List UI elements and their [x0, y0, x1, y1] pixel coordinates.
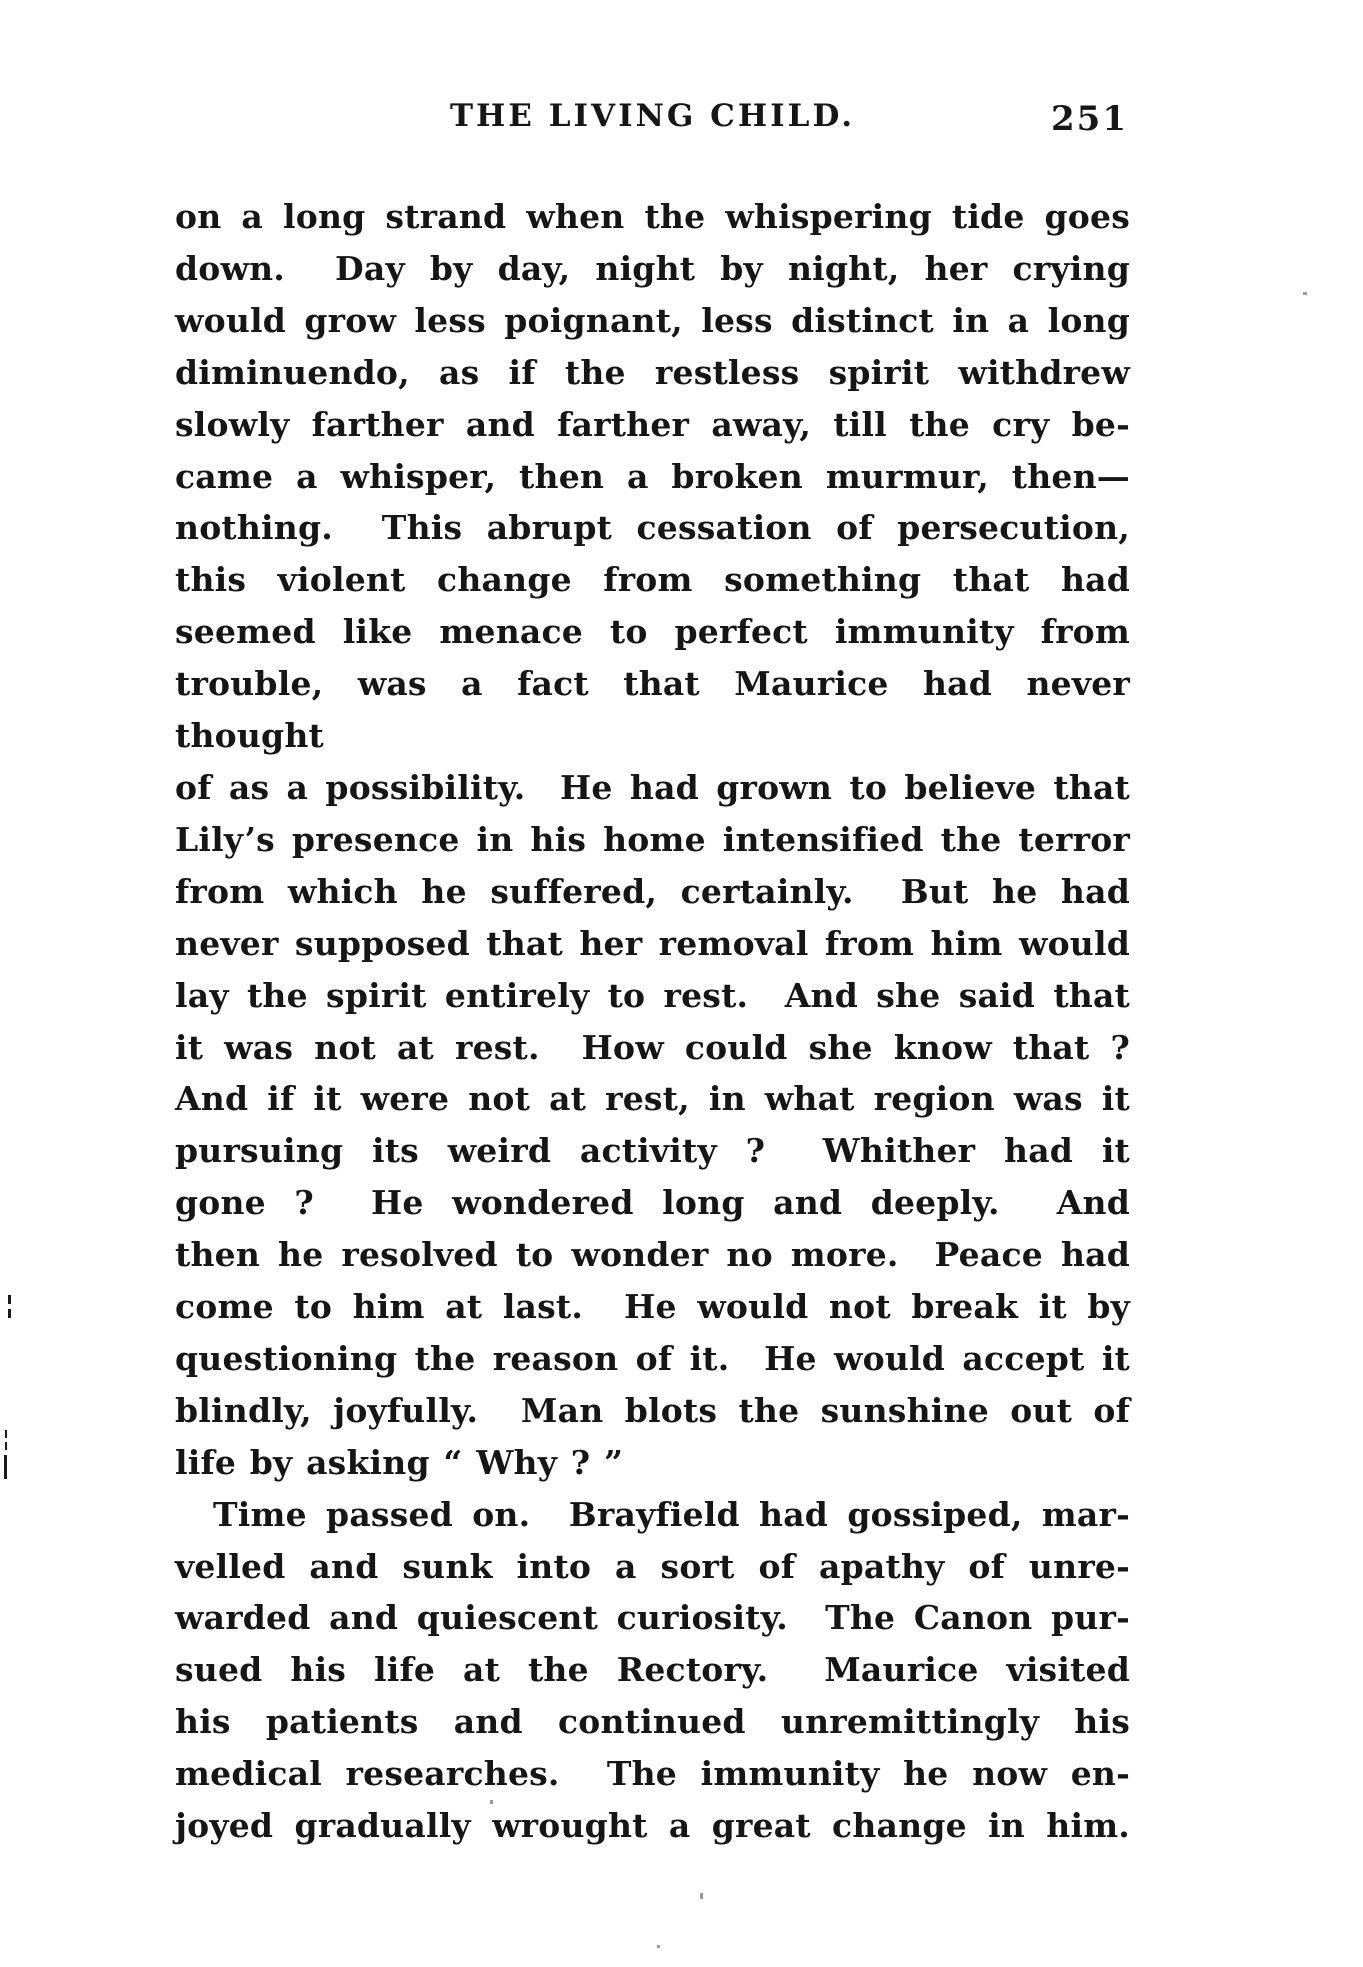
text-line: And if it were not at rest, in what region was it — [175, 1079, 1130, 1119]
text-line: joyed gradually wrought a great change in him. — [175, 1806, 1130, 1846]
scan-artifact — [490, 1800, 493, 1804]
text-line: down. Day by day, night by night, her crying — [175, 248, 1130, 288]
text-line: life by asking “ Why ? ” — [175, 1442, 624, 1482]
text-line: it was not at rest. How could she know that ? — [175, 1027, 1130, 1067]
text-line: pursuing its weird activity ? Whither had it — [175, 1131, 1130, 1171]
text-line: seemed like menace to perfect immunity from — [175, 612, 1130, 652]
text-line: slowly farther and farther away, till the cry be- — [175, 404, 1130, 444]
text-line: Lily’s presence in his home intensified the terror — [175, 819, 1130, 859]
text-line: blindly, joyfully. Man blots the sunshine out of — [175, 1390, 1130, 1430]
text-line: from which he suffered, certainly. But he had — [175, 871, 1130, 911]
text-line: his patients and continued unremittingly his — [175, 1702, 1130, 1742]
scan-artifact — [5, 1442, 7, 1450]
page-header — [175, 94, 1130, 140]
text-line: then he resolved to wonder no more. Peace had — [175, 1235, 1130, 1275]
text-line: Time passed on. Brayfield had gossiped, mar- — [213, 1494, 1130, 1534]
page-number: 251 — [1051, 99, 1128, 139]
text-line: on a long strand when the whispering tide goes — [175, 197, 1130, 236]
text-line: diminuendo, as if the restless spirit withdrew — [175, 352, 1130, 392]
page-body-text — [175, 191, 1130, 1852]
text-line: never supposed that her removal from him would — [175, 923, 1130, 963]
text-line: gone ? He wondered long and deeply. And — [175, 1183, 1130, 1223]
text-line: of as a possibility. He had grown to believe that — [175, 767, 1130, 807]
text-line: this violent change from something that had — [175, 560, 1130, 600]
text-line: come to him at last. He would not break it by — [175, 1287, 1130, 1327]
text-line: medical researches. The immunity he now en- — [175, 1754, 1130, 1794]
text-line: came a whisper, then a broken murmur, then— — [175, 456, 1130, 496]
scan-artifact — [8, 1295, 11, 1304]
text-line: velled and sunk into a sort of apathy of unre- — [175, 1546, 1130, 1586]
scan-artifact — [5, 1430, 7, 1438]
text-line: sued his life at the Rectory. Maurice visited — [175, 1650, 1130, 1690]
scan-artifact — [1303, 292, 1307, 295]
text-line: warded and quiescent curiosity. The Canon pur- — [175, 1598, 1130, 1638]
scan-artifact — [8, 1309, 11, 1318]
scan-artifact — [4, 1455, 7, 1479]
scan-artifact — [657, 1945, 660, 1948]
scan-artifact — [700, 1893, 703, 1899]
text-line: trouble, was a fact that Maurice had never thought — [175, 664, 1130, 756]
text-line: nothing. This abrupt cessation of persecution, — [175, 508, 1130, 548]
text-line: would grow less poignant, less distinct in a long — [175, 300, 1130, 340]
running-header-title: THE LIVING CHILD. — [449, 98, 856, 134]
text-line: lay the spirit entirely to rest. And she said that — [175, 975, 1130, 1015]
text-line: questioning the reason of it. He would accept it — [175, 1338, 1130, 1378]
